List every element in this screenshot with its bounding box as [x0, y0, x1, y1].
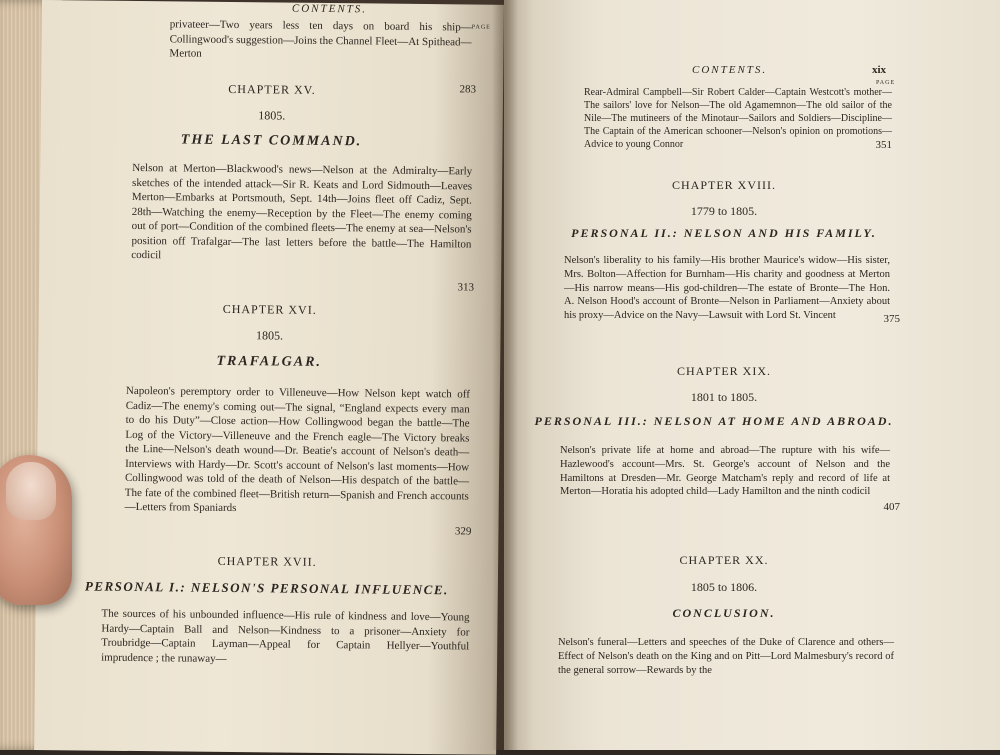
chapter-years: 1805.	[258, 108, 286, 123]
right-page-label: PAGE	[876, 80, 896, 86]
left-top-text: privateer—Two years less ten days on board his ship—Collingwood's suggestion—Joins the Channel Fleet—At Spithead—Merton	[169, 18, 472, 60]
chapter-years: 1805.	[255, 328, 284, 343]
chapter-heading: CHAPTER XVII.	[217, 553, 317, 569]
chapter-summary: Nelson's funeral—Letters and speeches of the Duke of Clarence and others—Effect of Nelson's death on the King and on Pitt—Lord Malmesbury's record of the general sorrow—Rewards by the	[558, 637, 894, 676]
chapter-years: 1801 to 1805.	[690, 390, 758, 404]
chapter-title: PERSONAL II.: NELSON AND HIS FAMILY.	[571, 226, 877, 240]
left-page-label: PAGE	[471, 24, 491, 31]
chapter-page-ref: 313	[457, 281, 475, 294]
right-running-head: CONTENTS.	[692, 64, 768, 76]
chapter-heading: CHAPTER XIX.	[676, 364, 771, 378]
chapter-summary: Nelson's private life at home and abroad—The rupture with his wife—Hazlewood's account—Mrs. St. George's account of Nelson and the Hamiltons at Dresden—Mr. George Matcham's reply and record of life at Merton—Horatia his adopted child—Lady Hamilton and the ninth codicil	[560, 445, 890, 498]
chapter-page-ref: 375	[883, 313, 900, 325]
chapter-page-ref: 329	[454, 525, 472, 538]
chapter-title: PERSONAL III.: NELSON AT HOME AND ABROAD.	[534, 414, 894, 428]
right-top-text: Rear-Admiral Campbell—Sir Robert Calder—Captain Westcott's mother—The sailors' love for Nelson—The old Agamemnon—The old sailor of the Nile—The mutineers of the Minotaur—Sailors and Soldiers—Discipline—The Captain of the American schooner—Nelson's opinion on promotions—Advice to young Connor	[584, 87, 892, 150]
chapter-summary: The sources of his unbounded influence—His rule of kindness and love—Young Hardy—Captain Ball and Nelson—Kindness to a prisoner—Anxiety for Troubridge—Captain Layman—Appeal for Captain Hellyer—Youthful imprudence ; the runaway—	[101, 607, 470, 665]
chapter-heading: CHAPTER XVIII.	[672, 178, 776, 192]
chapter-heading: CHAPTER XX.	[679, 553, 769, 567]
page-number: xix	[872, 64, 887, 76]
chapter-title: TRAFALGAR.	[216, 353, 323, 370]
right-top-page-ref: 351	[875, 139, 892, 151]
left-top-page-ref: 283	[459, 83, 477, 96]
book-gutter	[492, 0, 518, 750]
chapter-heading: CHAPTER XVI.	[222, 301, 317, 317]
right-page	[504, 0, 1000, 750]
chapter-title: THE LAST COMMAND.	[180, 132, 363, 150]
chapter-summary: Nelson's liberality to his family—His brother Maurice's widow—His sister, Mrs. Bolton—Affection for Burnham—His charity and goodness at Merton—His narrow means—His god-children—The estate of Bronte—The Hon. A. Nelson Hood's account of Bronte—Nelson in Parliament—Anxiety about his proxy—Advice on the Navy—Lawsuit with Lord St. Vincent	[564, 255, 890, 322]
chapter-title: CONCLUSION.	[672, 606, 776, 620]
chapter-title: PERSONAL I.: NELSON'S PERSONAL INFLUENCE.	[84, 578, 449, 598]
chapter-years: 1779 to 1805.	[690, 204, 758, 218]
left-running-head: CONTENTS.	[291, 2, 368, 16]
thumbnail	[6, 462, 56, 520]
chapter-summary: Nelson at Merton—Blackwood's news—Nelson at the Admiralty—Early sketches of the intended attack—Sir R. Keats and Lord Sidmouth—Leaves Merton—Embarks at Portsmouth, Sept. 14th—Joins fleet off Cadiz, Sept. 28th—Watching the enemy—Reception by the Fleet—The enemy coming out of port—Condition of the combined fleets—The enemy at sea—Nelson's position off Trafalgar—The last letters before the battle—The Hamilton codicil	[131, 161, 473, 262]
chapter-page-ref: 407	[883, 501, 900, 513]
chapter-summary: Napoleon's peremptory order to Villeneuve—How Nelson kept watch off Cadiz—The enemy's coming out—The signal, “England expects every man to do his Duty”—Close action—How Collingwood began the battle—The Log of the Victory—Villeneuve and the French eagle—The Victory breaks the Line—Nelson's death wound—Dr. Beatie's account of Nelson's death—Interviews with Hardy—Dr. Scott's account of Nelson's last moments—How Collingwood was told of the death of Nelson—His despatch of the battle—The fate of the combined fleet—British return—Spanish and French accounts—Letters from Spaniards	[124, 384, 470, 515]
chapter-years: 1805 to 1806.	[690, 580, 758, 594]
left-page	[34, 0, 504, 755]
chapter-heading: CHAPTER XV.	[228, 81, 316, 97]
